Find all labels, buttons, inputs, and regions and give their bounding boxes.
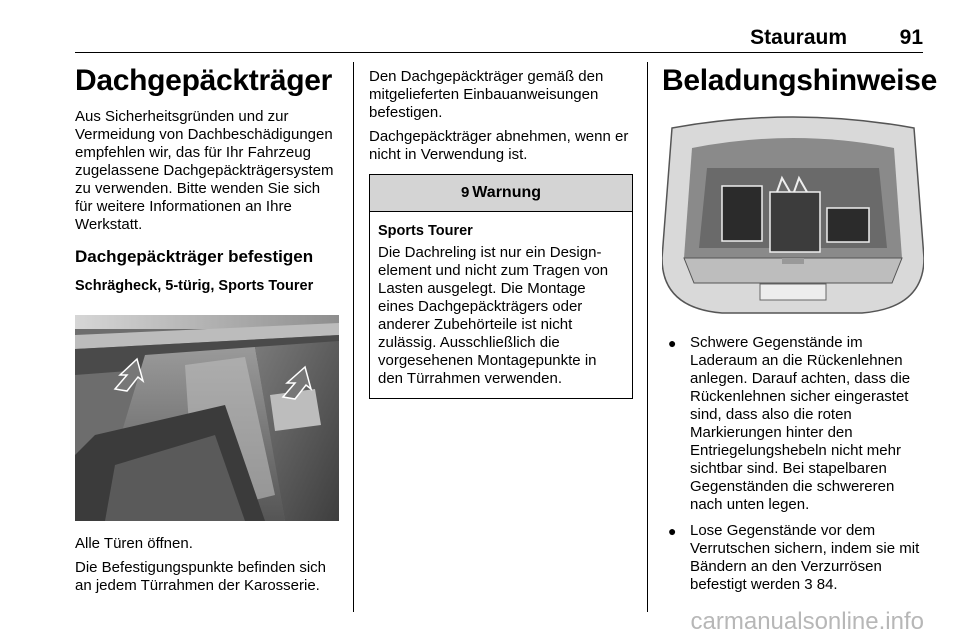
list-item: ● Lose Gegenstände vor dem Verrutschen sichern, indem sie mit Bändern an den Verzurrösen befestigt werden 3 84.	[668, 522, 920, 593]
warning-header	[370, 175, 632, 212]
step-attachment-points: Die Befestigungspunkte befinden sich an jedem Türrahmen der Karosserie.	[75, 559, 327, 594]
subheading-attach: Dachgepäckträger befestigen	[75, 247, 314, 266]
column-divider-1	[353, 62, 354, 612]
bullet-icon: ●	[668, 523, 677, 539]
site-watermark: carmanualsonline.info	[690, 608, 924, 635]
column-loading-hints	[662, 64, 937, 602]
mount-paragraph: Den Dachgepäckträger gemäß den mitgelieferten Einbauanweisungen befestigen.	[369, 68, 604, 121]
remove-paragraph: Dachgepäckträger abnehmen, wenn er nicht in Verwendung ist.	[369, 128, 629, 163]
warning-box	[369, 174, 633, 399]
page-number: 91	[899, 26, 923, 49]
warning-text: Die Dachreling ist nur ein Design-element und nicht zum Tragen von Lasten ausgelegt. Die Montage eines Dachgepäckträgers oder anderer Zubehörteile ist nicht zulässig. Ausschließlich die vorgesehenen Montagepunkte in den Türrahmen verwenden.	[378, 244, 609, 387]
heading-loading-hints: Beladungshinweise	[662, 64, 937, 97]
warning-icon: 9	[460, 184, 470, 201]
warning-body	[370, 212, 632, 398]
cargo-area-illustration	[662, 108, 924, 320]
intro-paragraph: Aus Sicherheitsgründen und zur Vermeidung von Dachbeschädigungen empfehlen wir, das für Ihr Fahrzeug zugelassene Dachgepäckträgersystem zu verwenden. Bitte wenden Sie sich für weitere Informationen an Ihre Werkstatt.	[75, 108, 334, 233]
door-frame-illustration	[75, 315, 339, 521]
list-item: ● Schwere Gegenstände im Laderaum an die Rückenlehnen anlegen. Darauf achten, dass die Rückenlehnen sicher eingerastet sind, dass also die roten Markierungen hinter den Entriegelungshebeln nicht mehr sichtbar sind. Bei stapelbaren Gegenständen die schwereren nach unten legen.	[668, 334, 911, 513]
column-roof-rack-cont	[369, 68, 633, 399]
column-roof-rack	[75, 64, 339, 601]
page-header	[75, 22, 923, 53]
warning-label: Warnung	[472, 184, 542, 201]
loading-hints-list	[662, 334, 924, 594]
warning-heading: Sports Tourer	[378, 223, 473, 239]
column-divider-2	[647, 62, 648, 612]
section-title: Stauraum	[750, 26, 847, 49]
heading-roof-rack: Dachgepäckträger	[75, 64, 332, 97]
step-open-doors: Alle Türen öffnen.	[75, 535, 193, 552]
bullet-icon: ●	[668, 335, 677, 351]
variant-heading: Schrägheck, 5-türig, Sports Tourer	[75, 278, 314, 294]
